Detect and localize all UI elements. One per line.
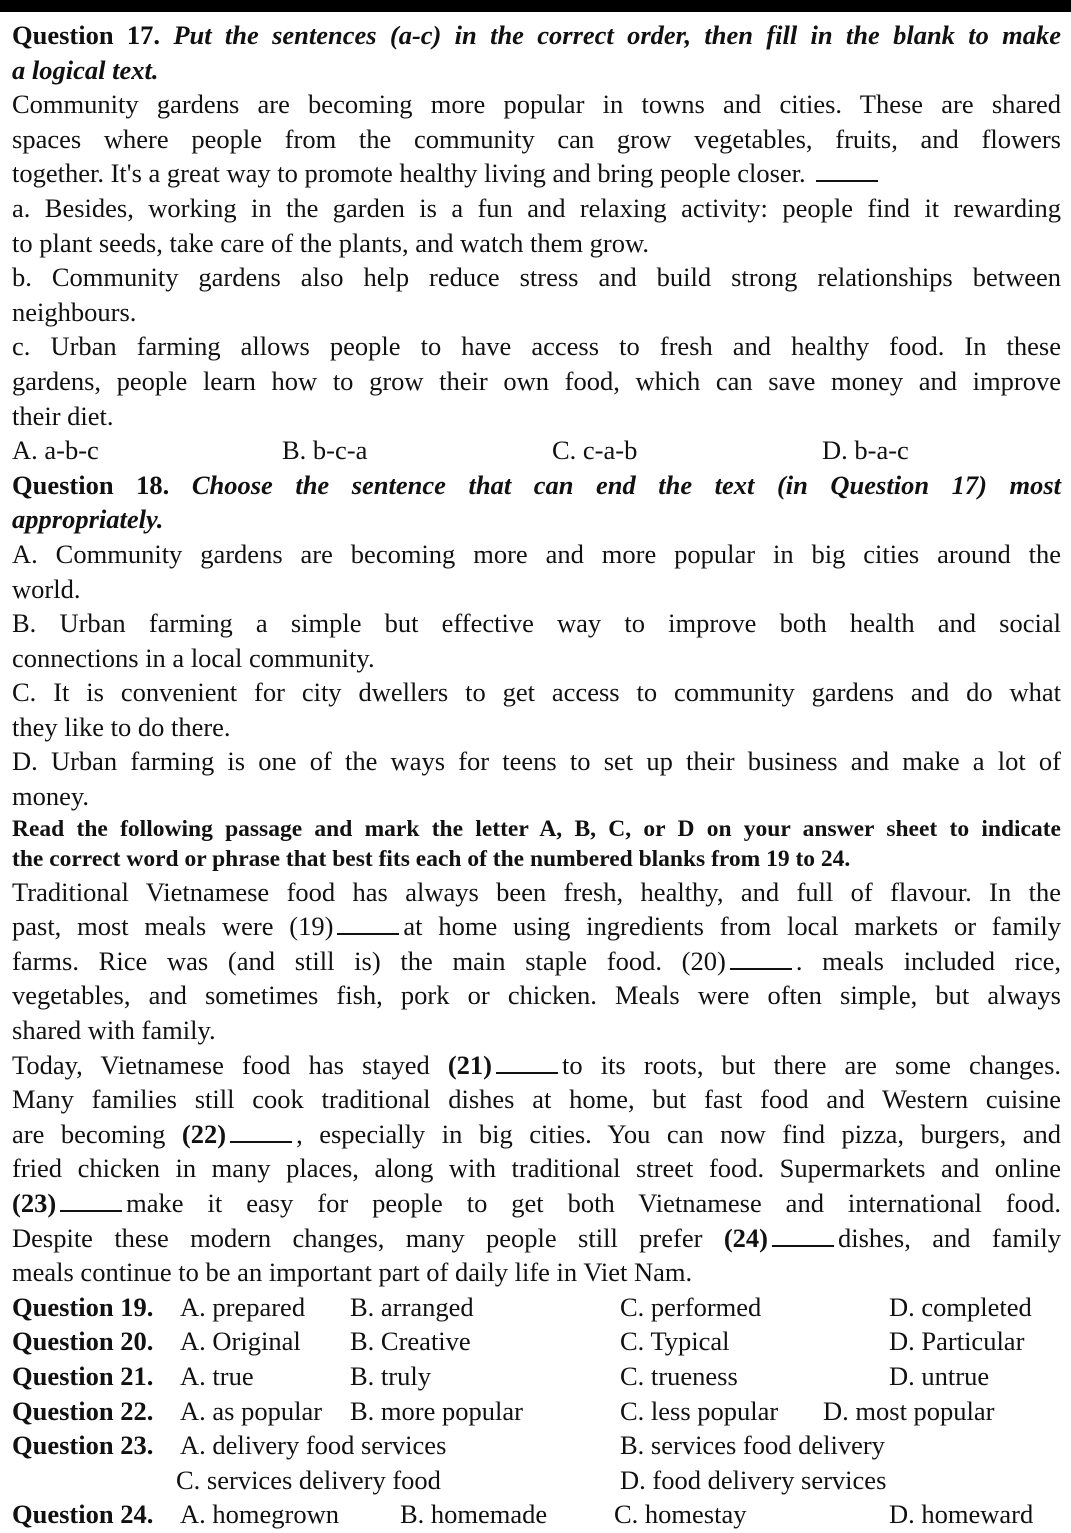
passage-line: vegetables, and sometimes fish, pork or chicken. Meals were often simple, but always bbox=[12, 980, 1061, 1011]
q17-option-c[interactable]: C. c-a-b bbox=[552, 435, 638, 466]
q17-options bbox=[12, 433, 1061, 468]
passage-line: fried chicken in many places, along with traditional street food. Supermarkets and online bbox=[12, 1153, 1061, 1184]
q17-option-a[interactable]: A. a-b-c bbox=[12, 435, 99, 466]
passage-line: (23) make it easy for people to get both Vietnamese and international food. bbox=[12, 1188, 1061, 1218]
q18-instruction: Choose the sentence that can end the text (in Question 17) most bbox=[191, 469, 1061, 500]
q18-option-a-cont[interactable]: world. bbox=[12, 573, 81, 604]
option-b[interactable]: B. Creative bbox=[350, 1326, 471, 1357]
option-a[interactable]: A. prepared bbox=[180, 1291, 306, 1322]
q18-option-a[interactable]: A. Community gardens are becoming more and more popular in big cities around the bbox=[12, 538, 1061, 569]
option-b[interactable]: B. services food delivery bbox=[620, 1430, 885, 1461]
option-a[interactable]: A. as popular bbox=[180, 1395, 323, 1426]
question-22 bbox=[12, 1394, 1061, 1429]
q17-heading bbox=[12, 18, 1061, 53]
worksheet bbox=[12, 18, 1061, 1532]
q17-option-b[interactable]: B. b-c-a bbox=[282, 435, 368, 466]
q17-option-d[interactable]: D. b-a-c bbox=[822, 435, 909, 466]
question-21 bbox=[12, 1359, 1061, 1394]
option-c[interactable]: C. Typical bbox=[620, 1326, 730, 1357]
q17-title: Question 17. bbox=[12, 20, 161, 50]
q17-instruction-cont: a logical text. bbox=[12, 54, 159, 85]
option-d[interactable]: D. most popular bbox=[823, 1395, 995, 1426]
q17-passage-line: spaces where people from the community can grow vegetables, fruits, and flowers bbox=[12, 123, 1061, 154]
question-23-cont bbox=[12, 1463, 1061, 1498]
passage-line: farms. Rice was (and still is) the main staple food. (20) . meals included rice, bbox=[12, 945, 1061, 976]
blank-20 bbox=[730, 948, 792, 970]
blank-19 bbox=[337, 913, 399, 935]
option-c[interactable]: C. performed bbox=[620, 1291, 762, 1322]
question-label: Question 21. bbox=[12, 1360, 154, 1391]
q18-option-d[interactable]: D. Urban farming is one of the ways for teens to set up their business and make a lot of bbox=[12, 746, 1061, 777]
blank-22 bbox=[230, 1121, 292, 1143]
question-label: Question 19. bbox=[12, 1291, 154, 1322]
question-label: Question 24. bbox=[12, 1499, 154, 1530]
reading-instruction: Read the following passage and mark the letter A, B, C, or D on your answer sheet to indicate bbox=[12, 815, 1061, 842]
option-a[interactable]: A. homegrown bbox=[180, 1499, 339, 1530]
passage-line: shared with family. bbox=[12, 1015, 216, 1046]
passage-line: Traditional Vietnamese food has always been fresh, healthy, and full of flavour. In the bbox=[12, 876, 1061, 907]
option-c[interactable]: C. services delivery food bbox=[176, 1464, 441, 1495]
option-c[interactable]: C. less popular bbox=[620, 1395, 779, 1426]
question-24 bbox=[12, 1497, 1061, 1532]
question-label: Question 20. bbox=[12, 1326, 154, 1357]
option-a[interactable]: A. Original bbox=[180, 1326, 301, 1357]
option-c[interactable]: C. trueness bbox=[620, 1360, 738, 1391]
question-23 bbox=[12, 1428, 1061, 1463]
option-d[interactable]: D. completed bbox=[889, 1291, 1032, 1322]
q17-passage-line: Community gardens are becoming more popular in towns and cities. These are shared bbox=[12, 89, 1061, 120]
q18-option-c[interactable]: C. It is convenient for city dwellers to get access to community gardens and do what bbox=[12, 677, 1061, 708]
passage-line: meals continue to be an important part of daily life in Viet Nam. bbox=[12, 1257, 693, 1288]
blank-21-number: (21) bbox=[447, 1049, 492, 1080]
option-d[interactable]: D. food delivery services bbox=[620, 1464, 887, 1495]
reading-instruction-cont: the correct word or phrase that best fits each of the numbered blanks from 19 to 24. bbox=[12, 846, 851, 873]
option-b[interactable]: B. truly bbox=[350, 1360, 431, 1391]
q18-heading bbox=[12, 468, 1061, 503]
q18-option-b-cont[interactable]: connections in a local community. bbox=[12, 642, 375, 673]
question-20 bbox=[12, 1324, 1061, 1359]
q17-sentence-a-cont: to plant seeds, take care of the plants, and watch them grow. bbox=[12, 227, 650, 258]
option-d[interactable]: D. Particular bbox=[889, 1326, 1025, 1357]
question-label: Question 22. bbox=[12, 1395, 154, 1426]
option-a[interactable]: A. true bbox=[180, 1360, 254, 1391]
option-b[interactable]: B. more popular bbox=[350, 1395, 523, 1426]
passage-line: past, most meals were (19) at home using ingredients from local markets or family bbox=[12, 911, 1061, 942]
answer-blank bbox=[816, 160, 878, 182]
q18-title: Question 18. bbox=[12, 469, 170, 500]
option-d[interactable]: D. untrue bbox=[889, 1360, 990, 1391]
passage-line: Many families still cook traditional dishes at home, but fast food and Western cuisine bbox=[12, 1084, 1061, 1115]
q18-option-d-cont[interactable]: money. bbox=[12, 781, 90, 812]
q17-sentence-b-cont: neighbours. bbox=[12, 296, 137, 327]
option-b[interactable]: B. homemade bbox=[400, 1499, 548, 1530]
passage-line: Today, Vietnamese food has stayed (21) to its roots, but there are some changes. bbox=[12, 1049, 1062, 1080]
question-label: Question 23. bbox=[12, 1430, 154, 1461]
passage-line: are becoming (22) , especially in big cities. You can now find pizza, burgers, and bbox=[12, 1118, 1061, 1149]
option-c[interactable]: C. homestay bbox=[614, 1499, 747, 1530]
q17-sentence-c: c. Urban farming allows people to have access to fresh and healthy food. In these bbox=[12, 331, 1061, 362]
option-d[interactable]: D. homeward bbox=[889, 1499, 1034, 1530]
top-border bbox=[0, 0, 1071, 12]
q18-instruction-cont: appropriately. bbox=[12, 504, 164, 535]
option-b[interactable]: B. arranged bbox=[350, 1291, 474, 1322]
question-19 bbox=[12, 1290, 1061, 1325]
q17-instruction: Put the sentences (a-c) in the correct order, then fill in the blank to make bbox=[173, 20, 1062, 50]
blank-23-number: (23) bbox=[12, 1188, 57, 1218]
blank-24-number: (24) bbox=[723, 1222, 768, 1253]
blank-22-number: (22) bbox=[181, 1118, 227, 1149]
q17-sentence-c-cont: their diet. bbox=[12, 400, 114, 431]
q17-passage-line: together. It's a great way to promote healthy living and bring people closer. bbox=[12, 156, 1061, 191]
blank-23 bbox=[60, 1190, 122, 1212]
option-a[interactable]: A. delivery food services bbox=[180, 1430, 447, 1461]
blank-24 bbox=[772, 1225, 834, 1247]
blank-21 bbox=[496, 1052, 558, 1074]
q18-option-b[interactable]: B. Urban farming a simple but effective way to improve both health and social bbox=[12, 608, 1061, 639]
q17-sentence-a: a. Besides, working in the garden is a fun and relaxing activity: people find it rewarding bbox=[12, 192, 1061, 223]
passage-line: Despite these modern changes, many people still prefer (24) dishes, and family bbox=[12, 1222, 1062, 1253]
q17-sentence-c-cont: gardens, people learn how to grow their own food, which can save money and improve bbox=[12, 365, 1061, 396]
q17-sentence-b: b. Community gardens also help reduce stress and build strong relationships between bbox=[12, 262, 1061, 293]
q18-option-c-cont[interactable]: they like to do there. bbox=[12, 711, 231, 742]
